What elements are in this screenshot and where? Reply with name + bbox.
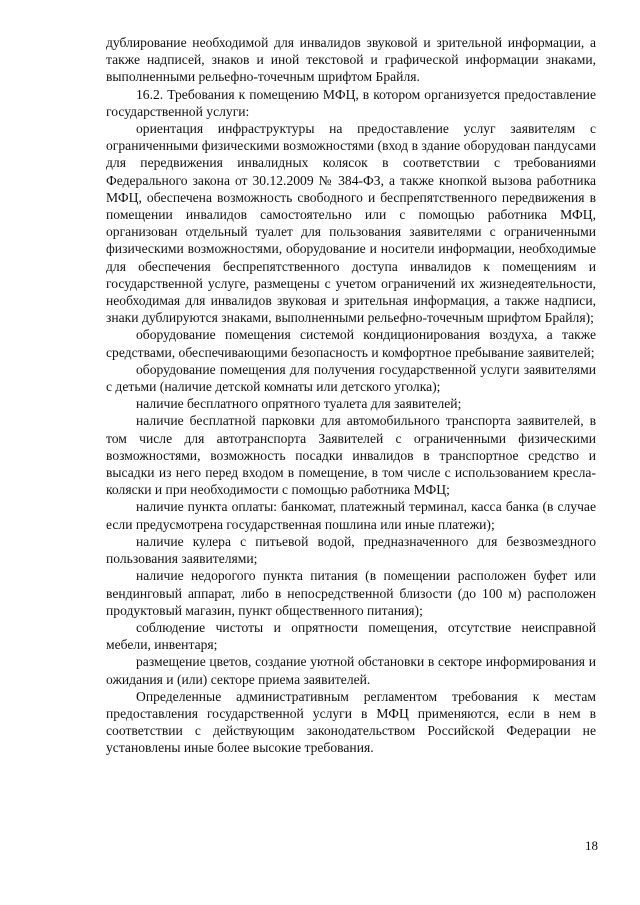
paragraph-children-room: оборудование помещения для получения государственной услуги заявителями с детьми (наличие детской комнаты или детского уголка); [106,361,596,395]
paragraph-payment-point: наличие пункта оплаты: банкомат, платежный терминал, касса банка (в случае если предусмотрена государственная пошлина или иные платежи); [106,499,596,532]
page-number: 18 [585,838,598,853]
paragraph-requirements-application: Определенные административным регламентом требования к местам предоставления государственной услуги в МФЦ применяются, если в нем в соответствии с действующим законодательством Российской Федерации не установлены иные более высокие требования. [106,688,596,756]
paragraph-braille-duplication: дублирование необходимой для инвалидов звуковой и зрительной информации, а также надписей, знаков и иной текстовой и графической информации знаками, выполненными рельефно-точечным шрифтом Брайля. [106,35,596,85]
paragraph-infrastructure-orientation: ориентация инфраструктуры на предоставление услуг заявителям с ограниченными физическими возможностями (вход в здание оборудован пандусами для передвижения инвалидных колясок в соответствии с требованиями Федерального закона от 30.12.2009 № 384-ФЗ, а также кнопкой вызова работника МФЦ, обеспечена возможность свободного и беспрепятственного передвижения в помещении инвалидов самостоятельно или с помощью работника МФЦ, организован отдельный туалет для пользования заявителями с ограниченными физическими возможностями, оборудование и носители информации, необходимые для обеспечения беспрепятственного доступа инвалидов к помещениям и государственной услуге, размещены с учетом ограничений их жизнедеятельности, необходимая для инвалидов звуковая и зрительная информация, а также надписи, знаки дублируются знаками, выполненными рельефно-точечным шрифтом Брайля); [106,121,596,326]
paragraph-water-cooler: наличие кулера с питьевой водой, предназначенного для безвозмездного пользования заявителями; [106,533,596,567]
paragraph-free-parking: наличие бесплатной парковки для автомобильного транспорта заявителей, в том числе для автотранспорта Заявителей с ограниченными физическими возможностями, возможность посадки инвалидов в транспортное средство и высадки из него перед входом в помещение, в том числе с использованием кресла-коляски и при необходимости с помощью работника МФЦ; [106,413,596,498]
paragraph-flowers-comfort: размещение цветов, создание уютной обстановки в секторе информирования и ожидания и (или) секторе приема заявителей. [106,654,596,687]
paragraph-section-16-2-heading: 16.2. Требования к помещению МФЦ, в котором организуется предоставление государственной услуги: [106,86,596,119]
paragraph-air-conditioning: оборудование помещения системой кондиционирования воздуха, а также средствами, обеспечивающими безопасность и комфортное пребывание заявителей; [106,327,596,360]
paragraph-free-toilet: наличие бесплатного опрятного туалета для заявителей; [136,396,462,412]
paragraph-food-point: наличие недорогого пункта питания (в помещении расположен буфет или вендинговый аппарат, либо в непосредственной близости (до 100 м) расположен продуктовый магазин, пункт общественного питания); [106,568,596,618]
paragraph-cleanliness: соблюдение чистоты и опрятности помещения, отсутствие неисправной мебели, инвентаря; [106,619,596,653]
document-body [106,34,596,757]
